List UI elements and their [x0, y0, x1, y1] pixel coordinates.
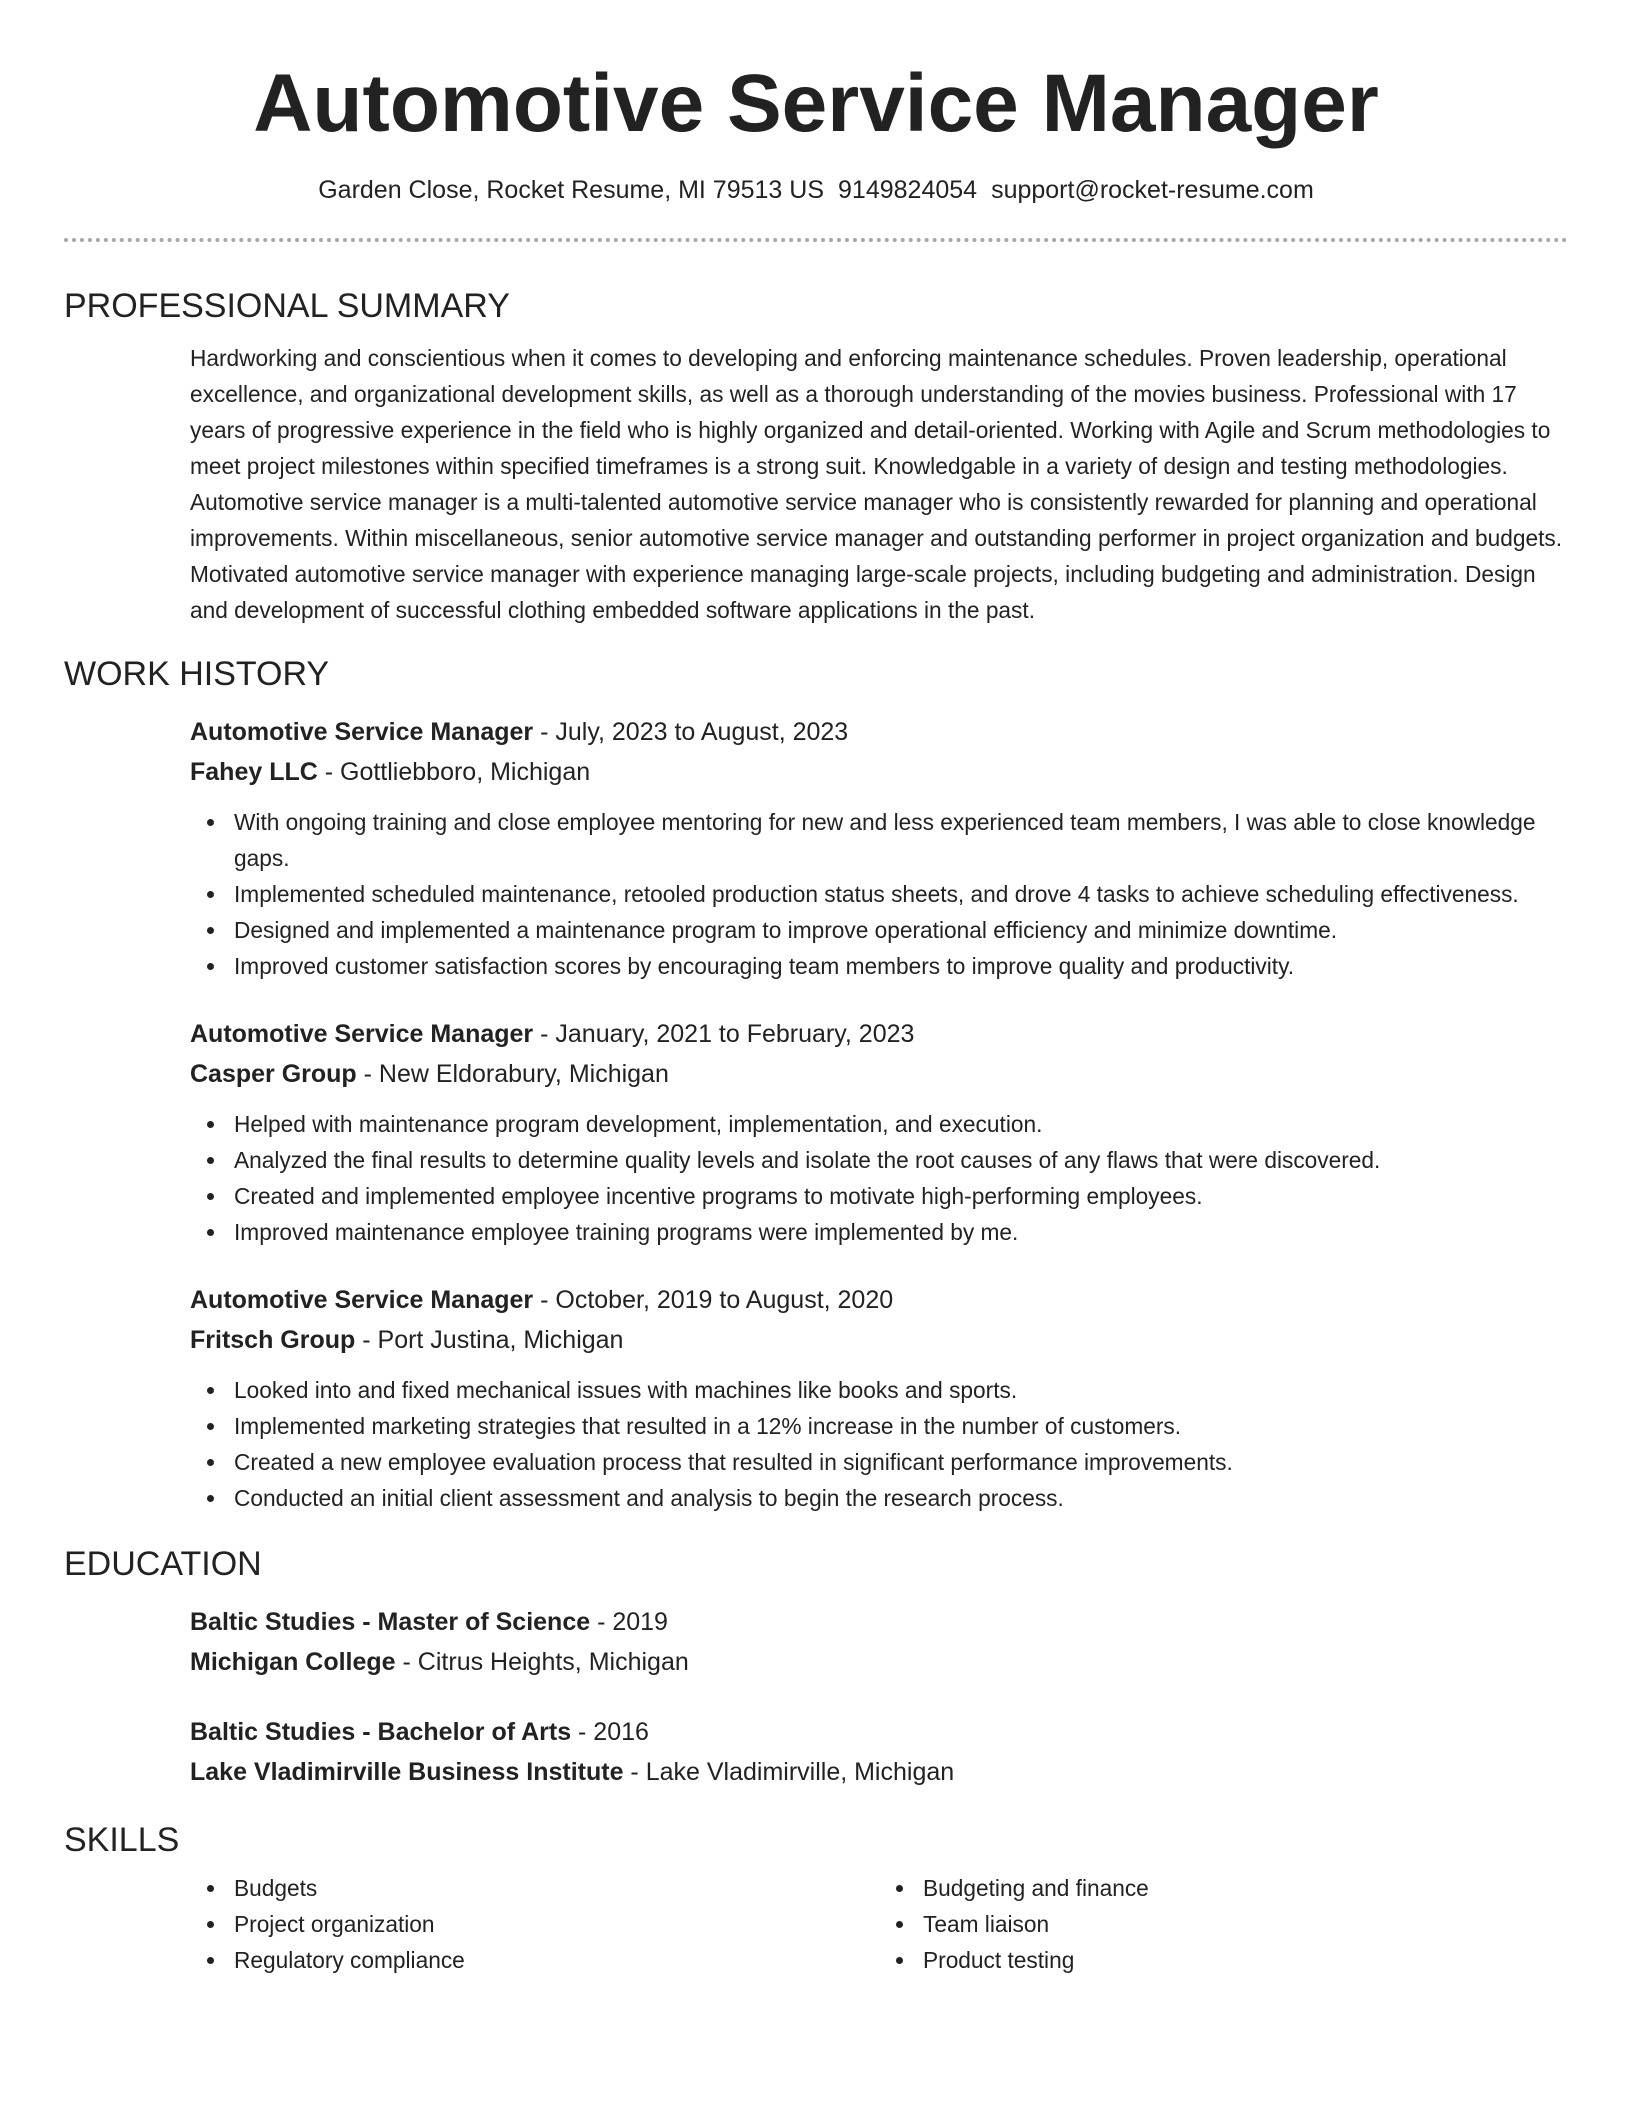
job-location: - Gottliebboro, Michigan	[317, 758, 591, 786]
education-school: Lake Vladimirville Business Institute	[190, 1758, 624, 1786]
contact-address: Garden Close, Rocket Resume, MI 79513 US	[318, 176, 825, 204]
job-entry	[190, 1280, 1568, 1516]
job-bullets	[190, 1106, 1568, 1250]
job-role: Automotive Service Manager	[190, 718, 534, 746]
skills-section	[190, 1870, 1568, 1978]
job-company-line	[190, 1054, 1568, 1094]
skill-item: Regulatory compliance	[234, 1942, 879, 1978]
job-bullets	[190, 804, 1568, 984]
education-heading: EDUCATION	[64, 1545, 262, 1583]
job-dates: - October, 2019 to August, 2020	[533, 1286, 894, 1314]
skill-item: Product testing	[923, 1942, 1568, 1978]
work-history-heading: WORK HISTORY	[64, 655, 330, 693]
education-school-line	[190, 1642, 1568, 1682]
skills-right-column	[879, 1870, 1568, 1978]
job-dates: - January, 2021 to February, 2023	[533, 1020, 915, 1048]
job-title-line	[190, 1280, 1568, 1320]
job-title-line	[190, 712, 1568, 752]
list-item: Created a new employee evaluation process that resulted in significant performance improvements.	[234, 1444, 1568, 1480]
list-item: Improved customer satisfaction scores by encouraging team members to improve quality and productivity.	[234, 948, 1568, 984]
skill-item: Team liaison	[923, 1906, 1568, 1942]
list-item: Created and implemented employee incentive programs to motivate high-performing employees.	[234, 1178, 1568, 1214]
list-item: Conducted an initial client assessment and analysis to begin the research process.	[234, 1480, 1568, 1516]
job-entry	[190, 1014, 1568, 1250]
job-location: - New Eldorabury, Michigan	[356, 1060, 669, 1088]
list-item: Designed and implemented a maintenance program to improve operational efficiency and minimize downtime.	[234, 912, 1568, 948]
work-history-section	[190, 712, 1568, 1516]
education-degree: Baltic Studies - Bachelor of Arts	[190, 1718, 572, 1746]
education-entry	[190, 1712, 1568, 1792]
skill-item: Budgets	[234, 1870, 879, 1906]
job-role: Automotive Service Manager	[190, 1286, 534, 1314]
header-divider	[64, 238, 1568, 242]
education-degree: Baltic Studies - Master of Science	[190, 1608, 591, 1636]
contact-line	[64, 174, 1568, 206]
list-item: With ongoing training and close employee mentoring for new and less experienced team members, I was able to close knowledge gaps.	[234, 804, 1568, 876]
education-section	[190, 1602, 1568, 1792]
job-bullets	[190, 1372, 1568, 1516]
summary-section	[190, 340, 1568, 628]
skills-grid	[190, 1870, 1568, 1978]
list-item: Analyzed the final results to determine quality levels and isolate the root causes of any flaws that were discovered.	[234, 1142, 1568, 1178]
education-year: - 2016	[571, 1718, 649, 1746]
job-title-line	[190, 1014, 1568, 1054]
skills-left-column	[190, 1870, 879, 1978]
list-item: Improved maintenance employee training programs were implemented by me.	[234, 1214, 1568, 1250]
contact-phone: 9149824054	[838, 176, 978, 204]
summary-text: Hardworking and conscientious when it comes to developing and enforcing maintenance schedules. Proven leadership, operational excellence, and organizational development skills, as well as a thorough understanding of the movies business. Professional with 17 years of progressive experience in the field who is highly organized and detail-oriented. Working with Agile and Scrum methodologies to meet project milestones within specified timeframes is a strong suit. Knowledgable in a variety of design and testing methodologies. Automotive service manager is a multi-talented automotive service manager who is consistently rewarded for planning and operational improvements. Within miscellaneous, senior automotive service manager and outstanding performer in project organization and budgets. Motivated automotive service manager with experience managing large-scale projects, including budgeting and administration. Design and development of successful clothing embedded software applications in the past.	[190, 345, 1563, 623]
education-degree-line	[190, 1712, 1568, 1752]
summary-heading: PROFESSIONAL SUMMARY	[64, 287, 510, 325]
candidate-name: Automotive Service Manager	[253, 58, 1379, 149]
contact-email: support@rocket-resume.com	[991, 176, 1314, 204]
job-company: Fritsch Group	[190, 1326, 356, 1354]
skill-item: Project organization	[234, 1906, 879, 1942]
education-degree-line	[190, 1602, 1568, 1642]
list-item: Implemented marketing strategies that resulted in a 12% increase in the number of customers.	[234, 1408, 1568, 1444]
job-company-line	[190, 752, 1568, 792]
education-location: - Lake Vladimirville, Michigan	[623, 1758, 955, 1786]
education-location: - Citrus Heights, Michigan	[395, 1648, 689, 1676]
education-year: - 2019	[590, 1608, 668, 1636]
list-item: Helped with maintenance program development, implementation, and execution.	[234, 1106, 1568, 1142]
job-company: Casper Group	[190, 1060, 357, 1088]
job-entry	[190, 712, 1568, 984]
education-school-line	[190, 1752, 1568, 1792]
education-entry	[190, 1602, 1568, 1682]
skills-heading: SKILLS	[64, 1821, 180, 1859]
job-company-line	[190, 1320, 1568, 1360]
list-item: Looked into and fixed mechanical issues with machines like books and sports.	[234, 1372, 1568, 1408]
job-location: - Port Justina, Michigan	[355, 1326, 624, 1354]
resume-page	[64, 0, 1568, 2112]
skill-item: Budgeting and finance	[923, 1870, 1568, 1906]
list-item: Implemented scheduled maintenance, retooled production status sheets, and drove 4 tasks to achieve scheduling effectiveness.	[234, 876, 1568, 912]
job-role: Automotive Service Manager	[190, 1020, 534, 1048]
education-school: Michigan College	[190, 1648, 396, 1676]
job-company: Fahey LLC	[190, 758, 318, 786]
job-dates: - July, 2023 to August, 2023	[533, 718, 849, 746]
